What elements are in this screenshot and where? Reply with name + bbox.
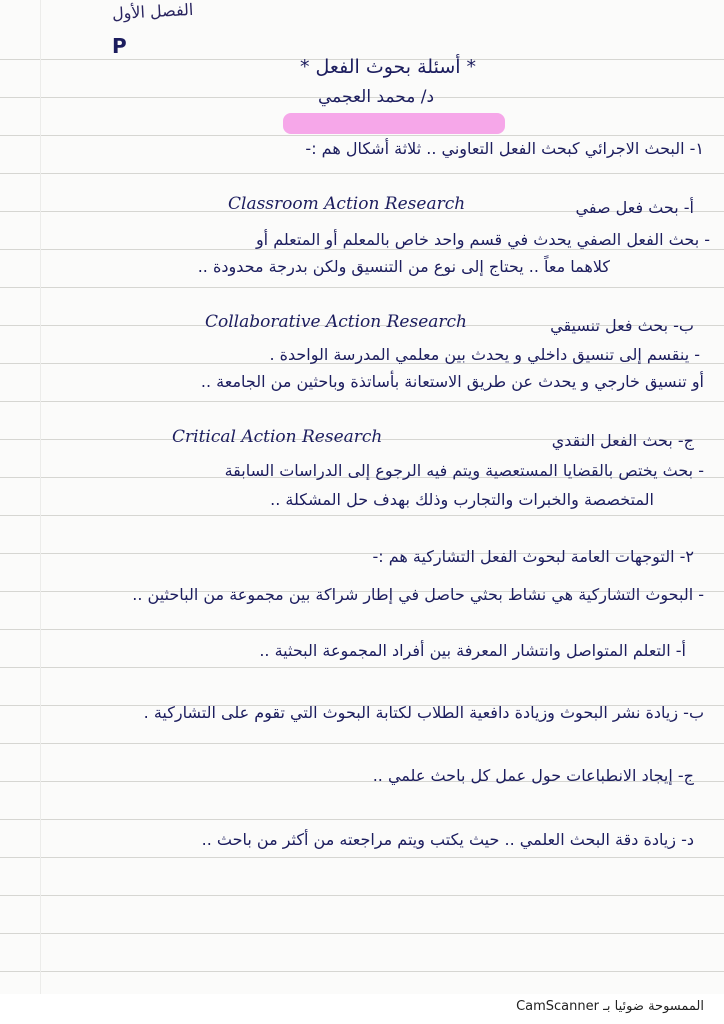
q1c-english: Critical Action Research [172, 427, 383, 447]
q1b-line-1: - ينقسم إلى تنسيق داخلي و يحدث بين معلمي المدرسة الواحدة . [269, 345, 700, 364]
q2-item-d: د- زيادة دقة البحث العلمي .. حيث يكتب ويتم مراجعته من أكثر من باحث .. [201, 830, 694, 849]
margin-line [40, 0, 41, 994]
q2-item-c: ج- إيجاد الانطباعات حول عمل كل باحث علمي .. [372, 766, 694, 785]
q2-item-a: أ- التعلم المتواصل وانتشار المعرفة بين أفراد المجموعة البحثية .. [259, 641, 686, 660]
author-name: د/ محمد العجمي [318, 87, 435, 107]
q1c-line-1: - بحث يختص بالقضايا المستعصية ويتم فيه الرجوع إلى الدراسات السابقة [224, 461, 704, 480]
q1a-english: Classroom Action Research [228, 194, 466, 214]
q2-item-b: ب- زيادة نشر البحوث وزيادة دافعية الطلاب لكتابة البحوث التي تقوم على التشاركية . [143, 703, 704, 722]
chapter-label: الفصل الأول [111, 0, 194, 24]
q1c-line-2: المتخصصة والخبرات والتجارب وذلك بهدف حل المشكلة .. [270, 490, 654, 509]
q1a-line-1: - بحث الفعل الصفي يحدث في قسم واحد خاص بالمعلم أو المتعلم أو [255, 230, 710, 249]
q1b-title: ب- بحث فعل تنسيقي [550, 316, 694, 335]
chapter-mark: P [112, 34, 127, 58]
q1a-line-2: كلاهما معاً .. يحتاج إلى نوع من التنسيق ولكن بدرجة محدودة .. [197, 257, 610, 276]
q1a-title: أ- بحث فعل صفي [575, 198, 694, 217]
q1b-line-2: أو تنسيق خارجي و يحدث عن طريق الاستعانة بأساتذة وباحثين من الجامعة .. [200, 372, 704, 391]
page-title: * أسئلة بحوث الفعل * [300, 56, 477, 78]
q2-heading: ٢- التوجهات العامة لبحوث الفعل التشاركية هم :- [372, 547, 694, 566]
q1b-english: Collaborative Action Research [205, 312, 467, 332]
highlighter-mark [283, 113, 505, 134]
q2-intro: - البحوث التشاركية هي نشاط بحثي حاصل في إطار شراكة بين مجموعة من الباحثين .. [132, 585, 704, 604]
camscanner-watermark: الممسوحة ضوئيا بـ CamScanner [516, 999, 704, 1014]
q1c-title: ج- بحث الفعل النقدي [551, 431, 694, 450]
q1-heading: ١- البحث الاجرائي كبحث الفعل التعاوني .. ثلاثة أشكال هم :- [305, 139, 704, 158]
